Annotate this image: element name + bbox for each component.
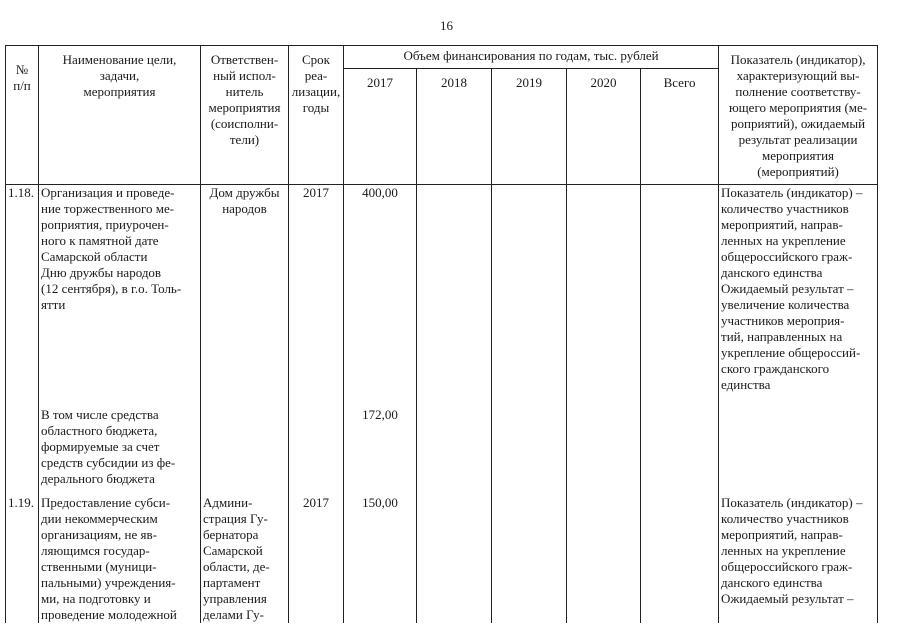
- header-funding: Объем финансирования по годам, тыс. рублей: [344, 46, 719, 69]
- header-name: Наименование цели, задачи, мероприятия: [39, 46, 201, 185]
- row-num: 1.18.: [6, 185, 39, 408]
- row-2020: [567, 185, 641, 408]
- row-name: Организация и проведе- ние торжественного ме- роприятия, приурочен- ного к памятной дате Самарской области Дню дружбы народов (12 сентября), в г.о. Толь- ятти: [39, 185, 201, 408]
- row-indicator: Показатель (индикатор) – количество участников мероприятий, направ- ленных на укрепление общероссийского граж- данского единства Ожидаемый результат –: [719, 495, 878, 623]
- table-row: [6, 407, 878, 495]
- row-2019: [492, 185, 567, 408]
- row-term: [289, 407, 344, 495]
- row-indicator: Показатель (индикатор) – количество участников мероприятий, направ- ленных на укрепление общероссийского граж- данского единства Ожидаемый результат – увеличение количества участников мероприя- тий, направленных на укрепление общероссий- ского гражданского единства: [719, 185, 878, 408]
- header-term: Срок реа- лизации, годы: [289, 46, 344, 185]
- header-total: Всего: [641, 69, 719, 185]
- row-name: Предоставление субси- дии некоммерческим организациям, не яв- ляющимся государ- ственными (муници- пальными) учреждения- ми, на подготовку и проведение молодежной: [39, 495, 201, 623]
- row-2020: [567, 407, 641, 495]
- row-2018: [417, 495, 492, 623]
- row-2018: [417, 407, 492, 495]
- row-2017: 172,00: [344, 407, 417, 495]
- page-number: 16: [440, 18, 453, 33]
- row-responsible: [201, 407, 289, 495]
- header-year-2020: 2020: [567, 69, 641, 185]
- header-num: № п/п: [6, 46, 39, 185]
- row-term: 2017: [289, 495, 344, 623]
- row-num: 1.19.: [6, 495, 39, 623]
- row-indicator: [719, 407, 878, 495]
- row-responsible: Админи- страция Гу- бернатора Самарской области, де- партамент управления делами Гу-: [201, 495, 289, 623]
- row-2020: [567, 495, 641, 623]
- header-responsible: Ответствен- ный испол- нитель мероприятия (соисполни- тели): [201, 46, 289, 185]
- row-2017: 400,00: [344, 185, 417, 408]
- table-row: [6, 185, 878, 408]
- header-indicator: Показатель (индикатор), характеризующий вы- полнение соответству- ющего мероприятия (ме- роприятий), ожидаемый результат реализации мероприятия (мероприятий): [719, 46, 878, 185]
- header-year-2017: 2017: [344, 69, 417, 185]
- program-measures-table: [5, 45, 878, 623]
- row-total: [641, 185, 719, 408]
- row-2018: [417, 185, 492, 408]
- row-2017: 150,00: [344, 495, 417, 623]
- row-responsible: Дом дружбы народов: [201, 185, 289, 408]
- row-name: В том числе средства областного бюджета, формируемые за счет средств субсидии из фе- дерального бюджета: [39, 407, 201, 495]
- row-2019: [492, 495, 567, 623]
- row-total: [641, 495, 719, 623]
- header-row-1: [6, 46, 878, 69]
- table-row: [6, 495, 878, 623]
- row-2019: [492, 407, 567, 495]
- header-year-2018: 2018: [417, 69, 492, 185]
- row-num: [6, 407, 39, 495]
- row-total: [641, 407, 719, 495]
- row-term: 2017: [289, 185, 344, 408]
- header-year-2019: 2019: [492, 69, 567, 185]
